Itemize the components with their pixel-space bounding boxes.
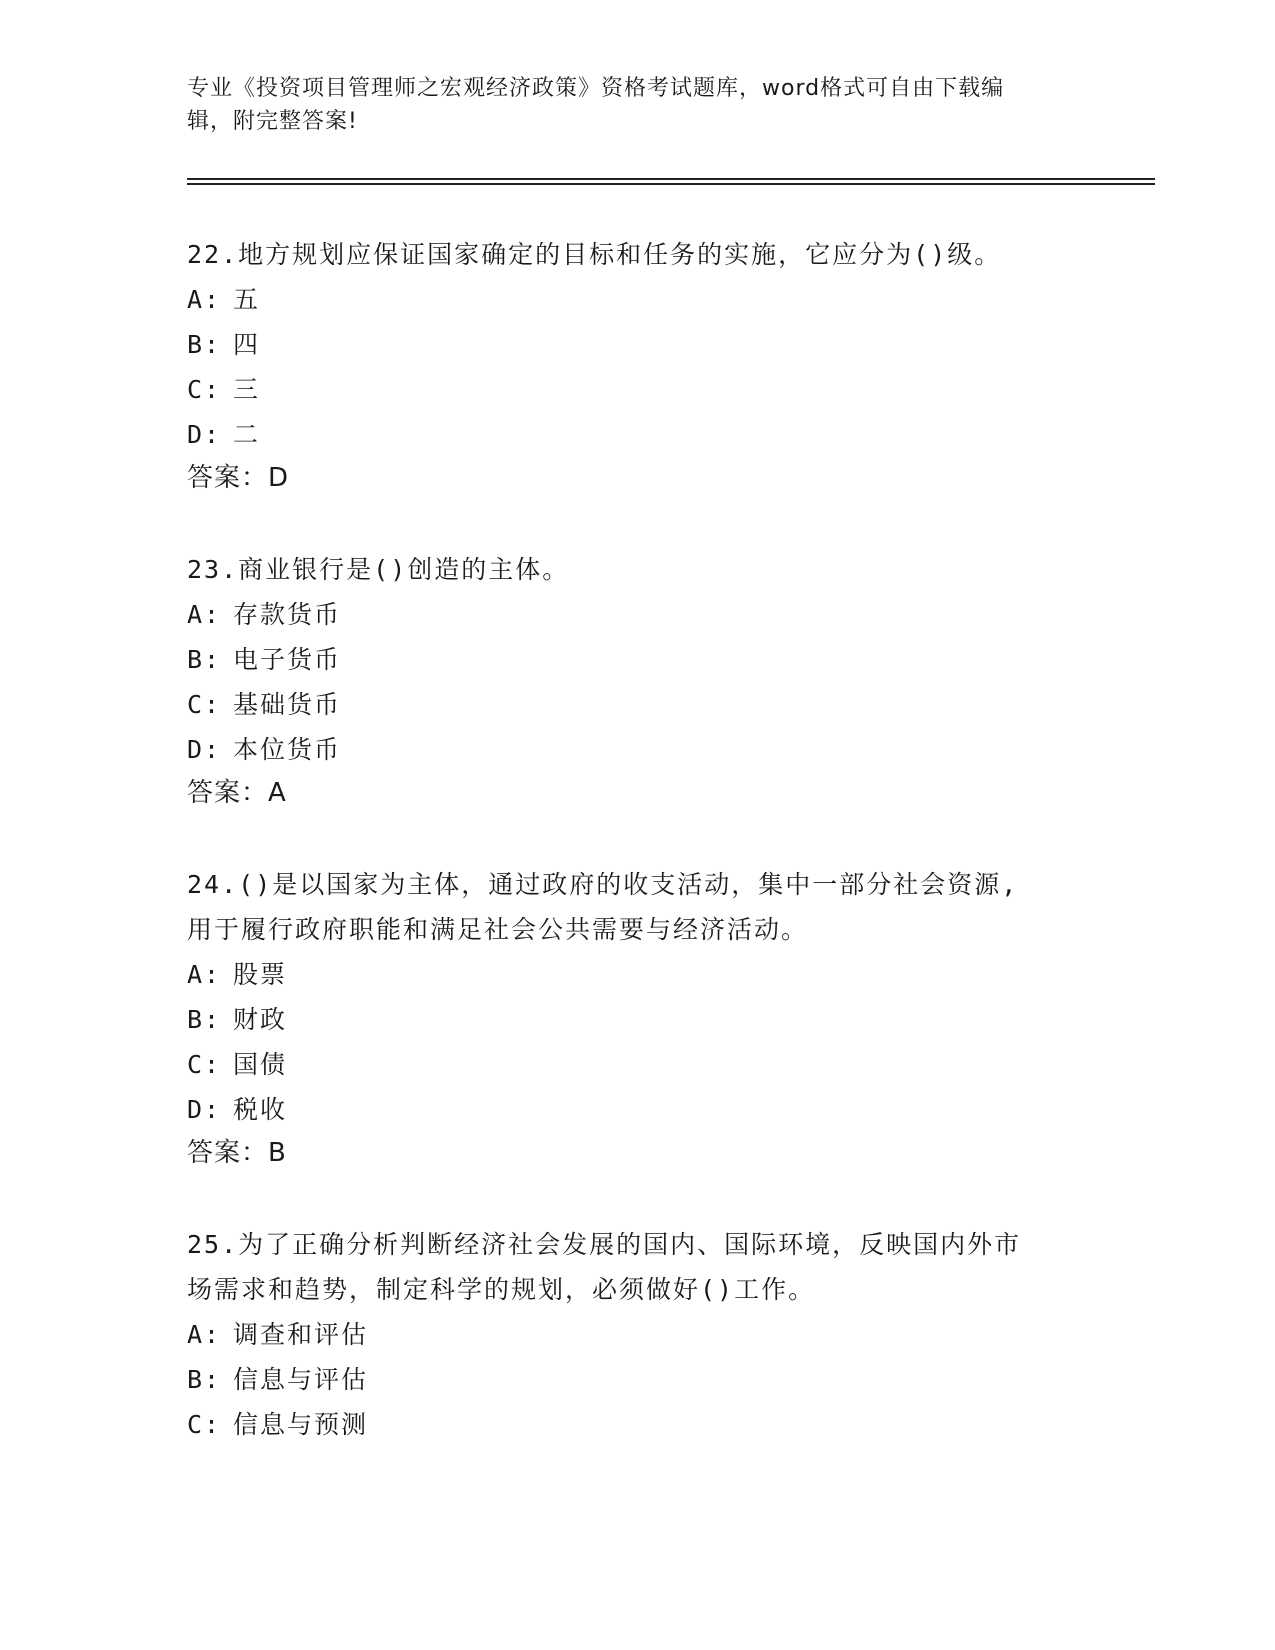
option-letter: D: (187, 735, 222, 764)
question-24-answer: 答案：B (187, 1138, 287, 1168)
option-text: 存款货币 (233, 600, 342, 629)
option-letter: B: (187, 1005, 222, 1034)
option-letter: C: (187, 1050, 222, 1079)
question-23-stem: 23.商业银行是()创造的主体。 (187, 555, 570, 584)
header-divider-bottom (187, 183, 1155, 185)
header-divider-top (187, 178, 1155, 180)
question-24-option-c (187, 1042, 287, 1087)
option-letter: C: (187, 375, 222, 404)
question-25-option-c (187, 1402, 368, 1447)
question-23-option-d (187, 727, 341, 772)
option-text: 信息与评估 (233, 1365, 369, 1394)
question-24-option-d (187, 1087, 287, 1132)
option-text: 二 (233, 420, 261, 449)
question-23-answer: 答案：A (187, 778, 287, 808)
question-22-option-a (187, 277, 260, 322)
question-22-option-c (187, 367, 260, 412)
option-letter: A: (187, 285, 222, 314)
option-letter: A: (187, 960, 222, 989)
question-25-stem-line-1: 25.为了正确分析判断经济社会发展的国内、国际环境，反映国内外市 (187, 1230, 1022, 1259)
option-text: 税收 (233, 1095, 288, 1124)
document-header (187, 72, 1087, 138)
option-letter: B: (187, 1365, 222, 1394)
header-line-1: 专业《投资项目管理师之宏观经济政策》资格考试题库，word格式可自由下载编 (187, 76, 1005, 101)
option-text: 信息与预测 (233, 1410, 369, 1439)
option-letter: A: (187, 1320, 222, 1349)
option-letter: D: (187, 420, 222, 449)
option-text: 基础货币 (233, 690, 342, 719)
question-23-option-b (187, 637, 341, 682)
option-text: 三 (233, 375, 261, 404)
question-22-answer: 答案：D (187, 463, 290, 493)
option-text: 财政 (233, 1005, 288, 1034)
question-22-option-b (187, 322, 260, 367)
option-text: 股票 (233, 960, 288, 989)
option-letter: B: (187, 645, 222, 674)
question-25-option-a (187, 1312, 368, 1357)
option-text: 五 (233, 285, 261, 314)
question-25-stem-line-2: 场需求和趋势，制定科学的规划，必须做好()工作。 (187, 1275, 816, 1304)
option-text: 四 (233, 330, 261, 359)
question-24-option-a (187, 952, 287, 997)
question-23-option-a (187, 592, 341, 637)
question-24-stem-line-1: 24.()是以国家为主体，通过政府的收支活动，集中一部分社会资源, (187, 870, 1019, 899)
question-25-option-b (187, 1357, 368, 1402)
option-letter: C: (187, 1410, 222, 1439)
option-text: 电子货币 (233, 645, 342, 674)
question-23-option-c (187, 682, 341, 727)
option-text: 调查和评估 (233, 1320, 369, 1349)
option-letter: C: (187, 690, 222, 719)
question-24-stem-line-2: 用于履行政府职能和满足社会公共需要与经济活动。 (187, 915, 809, 944)
question-22-stem: 22.地方规划应保证国家确定的目标和任务的实施，它应分为()级。 (187, 240, 1002, 269)
question-22-option-d (187, 412, 260, 457)
option-letter: D: (187, 1095, 222, 1124)
header-line-2: 辑，附完整答案! (187, 109, 358, 134)
question-24-option-b (187, 997, 287, 1042)
option-letter: B: (187, 330, 222, 359)
option-letter: A: (187, 600, 222, 629)
option-text: 本位货币 (233, 735, 342, 764)
option-text: 国债 (233, 1050, 288, 1079)
